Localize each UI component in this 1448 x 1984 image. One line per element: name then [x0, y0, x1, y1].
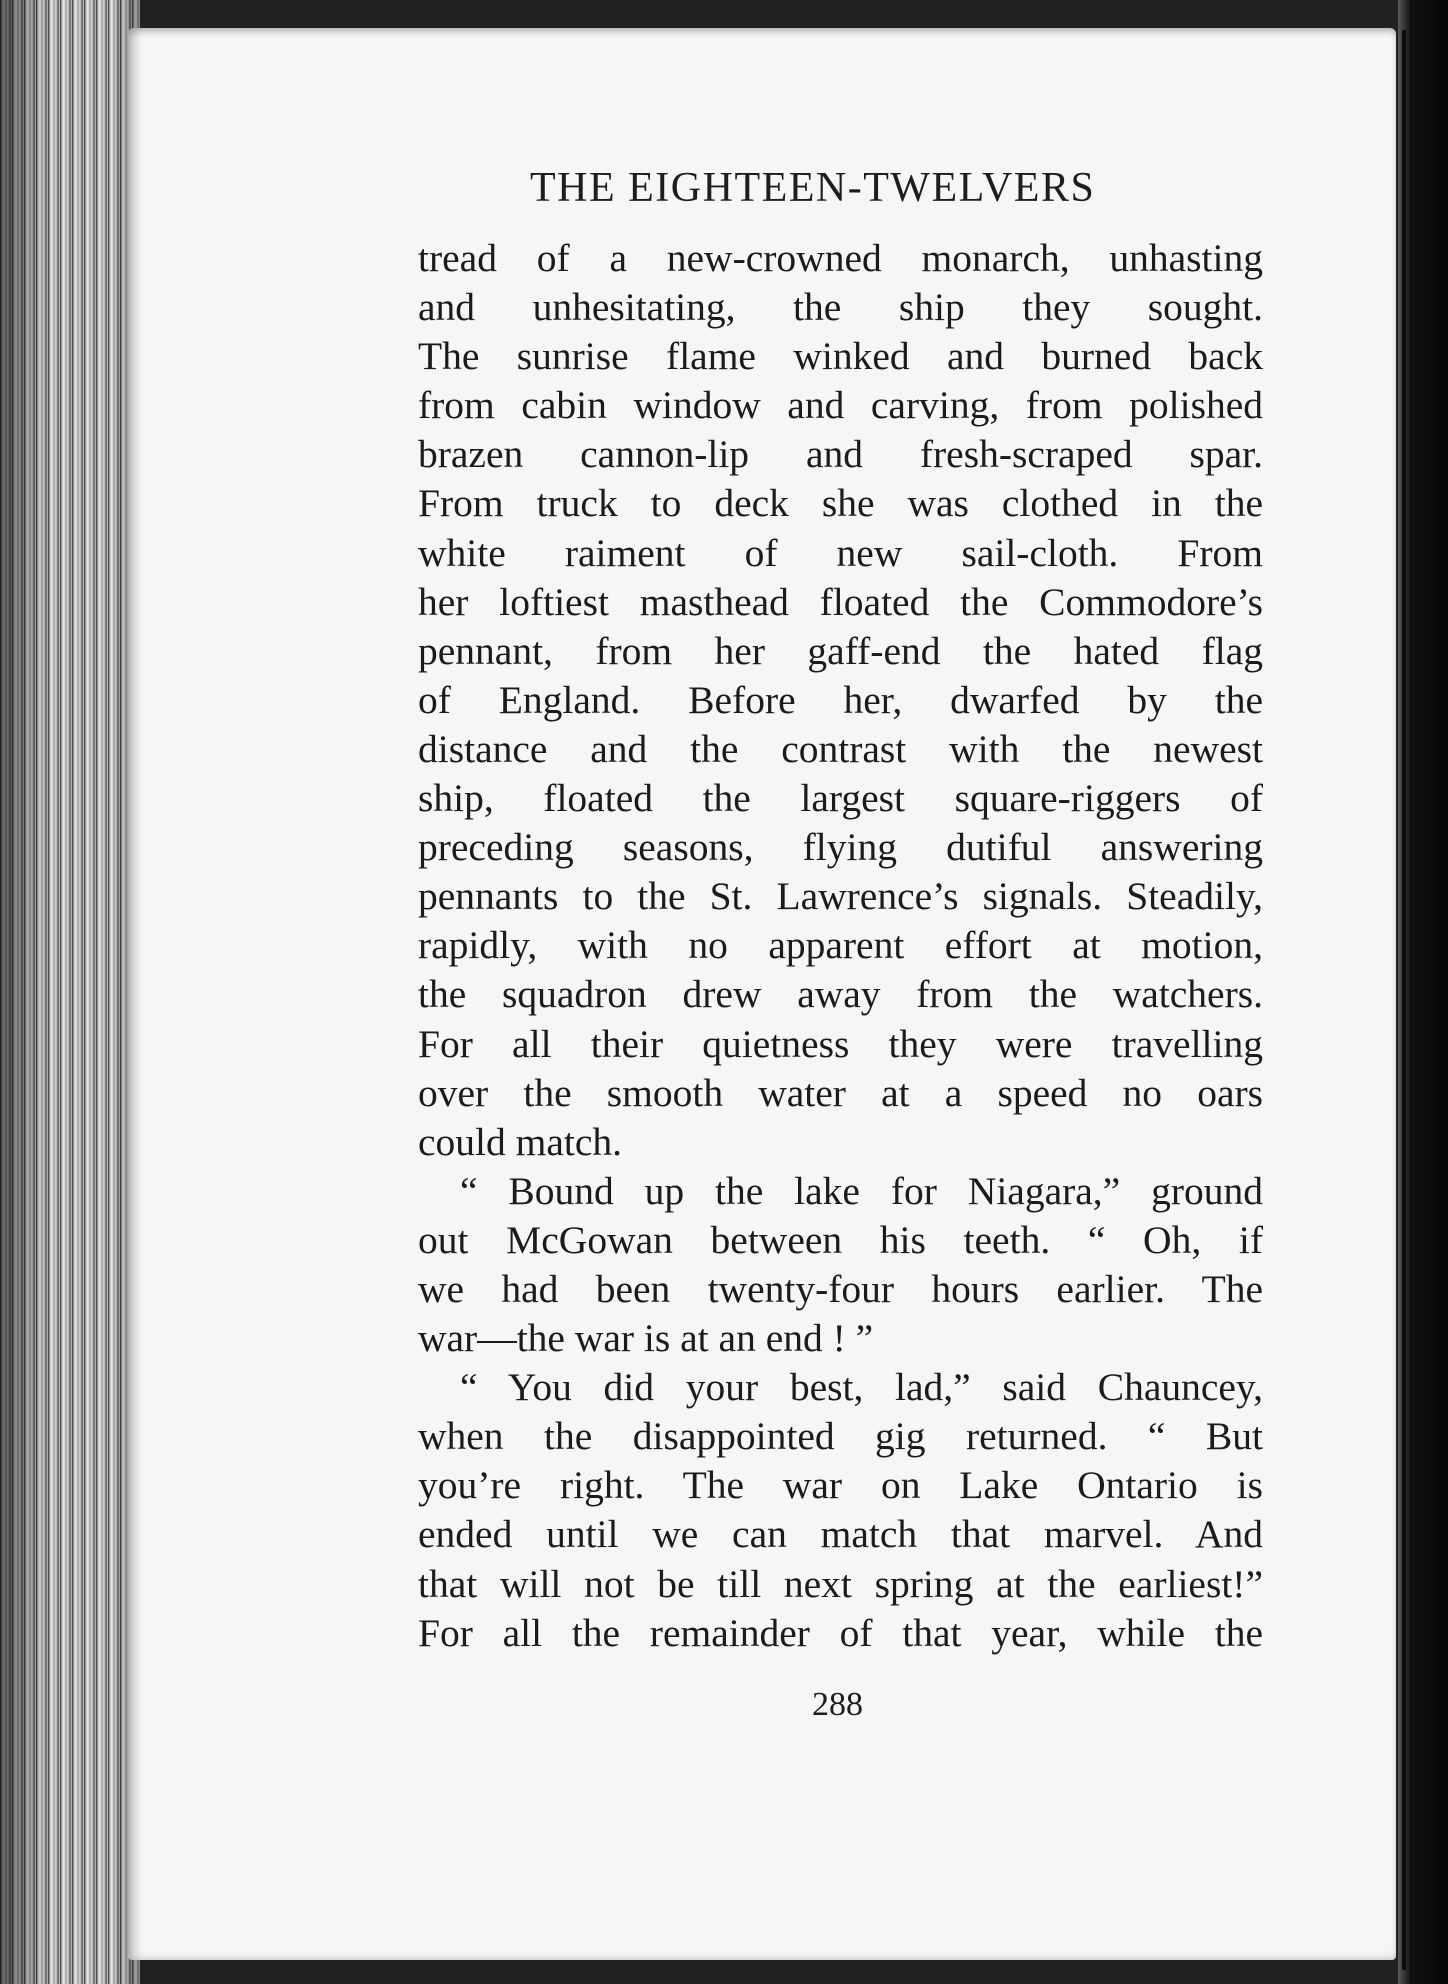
- text-line: the squadron drew away from the watchers.: [418, 972, 1263, 1017]
- text-line: her loftiest masthead floated the Commodore’s: [418, 579, 1263, 624]
- binding-edge: [1402, 30, 1406, 1970]
- text-line: when the disappointed gig returned. “ But: [418, 1414, 1263, 1459]
- text-line: and unhesitating, the ship they sought.: [418, 285, 1263, 330]
- text-line: From truck to deck she was clothed in the: [418, 481, 1263, 526]
- text-line: The sunrise flame winked and burned back: [418, 334, 1263, 379]
- text-line: war—the war is at an end ! ”: [418, 1316, 874, 1361]
- text-line: ended until we can match that marvel. And: [418, 1512, 1263, 1557]
- text-line: ship, floated the largest square-riggers of: [418, 776, 1263, 821]
- text-line: that will not be till next spring at the earliest!”: [418, 1561, 1263, 1606]
- running-head: THE EIGHTEEN-TWELVERS: [530, 165, 1096, 211]
- page-number: 288: [812, 1686, 863, 1723]
- text-line: from cabin window and carving, from polished: [418, 383, 1263, 428]
- text-line: rapidly, with no apparent effort at motion,: [418, 923, 1263, 968]
- text-line: For all their quietness they were travelling: [418, 1021, 1263, 1066]
- text-line: preceding seasons, flying dutiful answering: [418, 825, 1263, 870]
- text-line: we had been twenty-four hours earlier. The: [418, 1266, 1263, 1311]
- text-line: For all the remainder of that year, while the: [418, 1610, 1263, 1655]
- text-line: brazen cannon-lip and fresh-scraped spar.: [418, 432, 1263, 477]
- text-line: “ Bound up the lake for Niagara,” ground: [460, 1168, 1263, 1213]
- text-line: pennants to the St. Lawrence’s signals. Steadily,: [418, 874, 1263, 919]
- text-line: tread of a new-crowned monarch, unhasting: [418, 236, 1263, 280]
- text-line: you’re right. The war on Lake Ontario is: [418, 1463, 1263, 1508]
- page-edges: [0, 0, 140, 1984]
- text-line: “ You did your best, lad,” said Chauncey,: [460, 1365, 1263, 1410]
- text-line: out McGowan between his teeth. “ Oh, if: [418, 1217, 1263, 1262]
- text-line: of England. Before her, dwarfed by the: [418, 677, 1263, 722]
- text-line: distance and the contrast with the newest: [418, 726, 1263, 771]
- text-line: white raiment of new sail-cloth. From: [418, 530, 1263, 575]
- text-line: pennant, from her gaff-end the hated flag: [418, 628, 1263, 673]
- text-line: could match.: [418, 1119, 623, 1164]
- body-text: [418, 234, 1263, 1658]
- text-line: over the smooth water at a speed no oars: [418, 1070, 1263, 1115]
